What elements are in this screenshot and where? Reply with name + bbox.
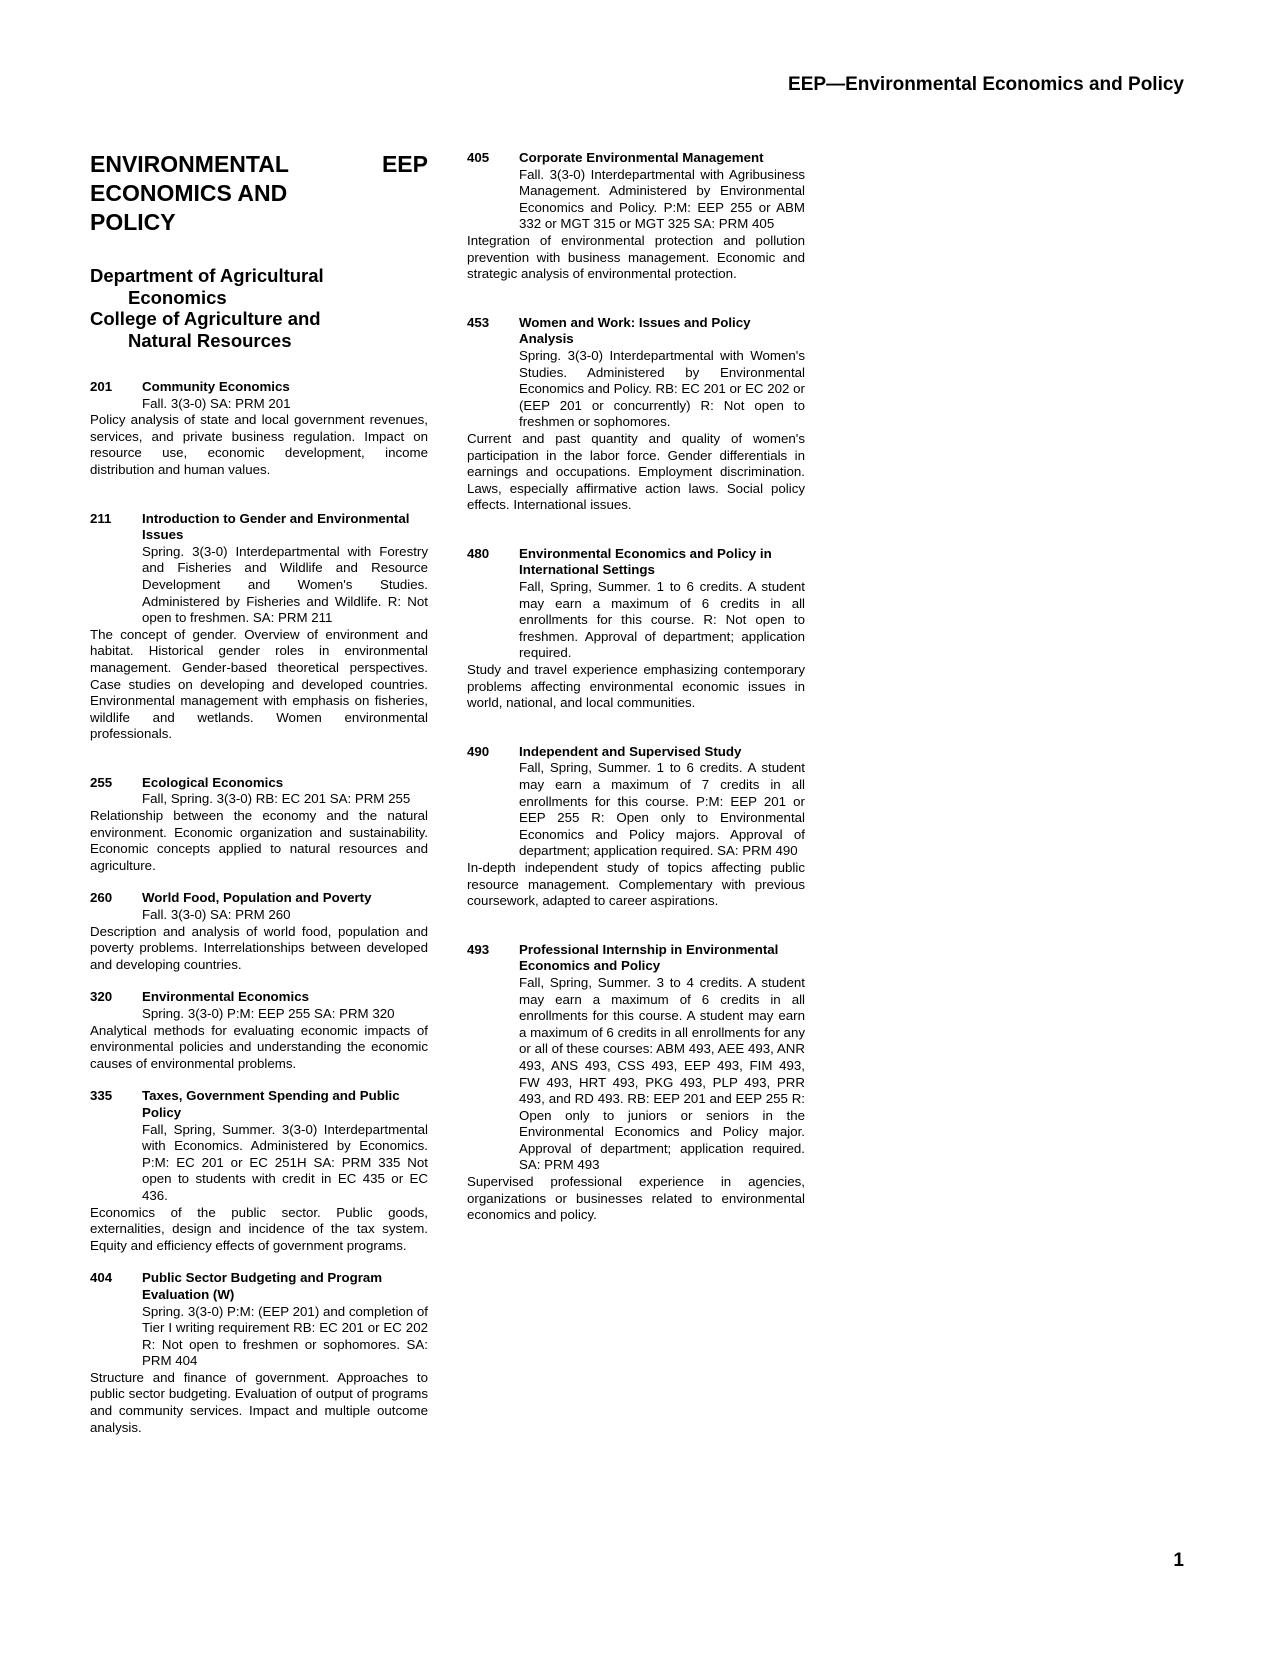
course-description: Description and analysis of world food, population and poverty problems. Interrelationships between developed and developing countries. [90, 923, 428, 972]
course-number: 480 [467, 545, 490, 561]
course-number: 405 [467, 150, 490, 165]
course-description: Study and travel experience emphasizing contemporary problems affecting environmental economic issues in world, national, and local communities. [467, 662, 805, 711]
course-number: 493 [467, 941, 490, 957]
section-heading [90, 150, 428, 237]
course-title: World Food, Population and Poverty [142, 890, 372, 906]
course-description: Relationship between the economy and the natural environment. Economic organization and sustainability. Economic concepts applied to natural resources and agriculture. [90, 808, 428, 873]
course-title: Women and Work: Issues and Policy Analysis [519, 314, 751, 347]
course-entry-453 [467, 315, 805, 514]
course-number: 260 [90, 890, 113, 906]
course-title: Community Economics [142, 379, 290, 394]
course-description: Analytical methods for evaluating economic impacts of environmental policies and understanding the economic causes of environmental problems. [90, 1022, 428, 1071]
course-entry-255 [90, 775, 428, 875]
course-entry-335 [90, 1088, 428, 1254]
course-description: Supervised professional experience in agencies, organizations or businesses related to environmental economics and policy. [467, 1174, 805, 1223]
course-number: 404 [90, 1270, 113, 1286]
course-entry-480 [467, 546, 805, 712]
course-meta: Fall, Spring, Summer. 3 to 4 credits. A student may earn a maximum of 6 credits in all enrollments for this course. A student may earn a maximum of 6 credits in all enrollments for any or all of these courses: ABM 493, AEE 493, ANR 493, ANS 493, CSS 493, EEP 493, FIM 493, FW 493, HRT 493, PKG 493, PLP 493, PRR 493, and RD 493. RB: EEP 201 and EEP 255 R: Open only to juniors or seniors in the Environmental Economics and Policy major. Approval of department; application required. SA: PRM 493 [519, 974, 805, 1173]
course-entry-493 [467, 942, 805, 1224]
course-number: 490 [467, 743, 490, 759]
section-title: ENVIRONMENTAL ECONOMICS AND POLICY [90, 151, 289, 235]
left-column [90, 150, 428, 1436]
section-code: EEP [381, 151, 428, 177]
course-entry-211 [90, 511, 428, 743]
course-title: Public Sector Budgeting and Program Evaluation (W) [142, 1270, 383, 1302]
course-entry-201 [90, 379, 428, 479]
course-meta: Fall, Spring. 3(3-0) RB: EC 201 SA: PRM 255 [142, 791, 411, 807]
course-number: 211 [90, 510, 112, 526]
course-description: Current and past quantity and quality of women's participation in the labor force. Gender differentials in earnings and occupations. Employment discrimination. Laws, especially affirmative action laws. Social policy effects. International issues. [467, 430, 805, 513]
course-entry-260 [90, 890, 428, 973]
course-number: 320 [90, 989, 113, 1005]
course-title: Corporate Environmental Management [519, 150, 764, 165]
course-number: 453 [467, 314, 490, 330]
course-entry-405 [467, 150, 805, 283]
college-name [90, 308, 428, 351]
course-meta: Fall, Spring, Summer. 3(3-0) Interdepartmental with Economics. Administered by Economics. P:M: EC 201 or EC 251H SA: PRM 335 Not open to students with credit in EC 435 or EC 436. [142, 1121, 428, 1203]
course-title: Taxes, Government Spending and Public Policy [142, 1088, 400, 1120]
course-entry-490 [467, 744, 805, 910]
course-number: 335 [90, 1088, 113, 1104]
college-line-1: College of Agriculture and [90, 308, 321, 329]
course-title: Environmental Economics [142, 989, 309, 1005]
course-meta: Spring. 3(3-0) Interdepartmental with Women's Studies. Administered by Environmental Economics and Policy. RB: EC 201 or EC 202 or (EEP 201 or concurrently) R: Not open to freshmen or sophomores. [519, 347, 805, 430]
course-description: In-depth independent study of topics affecting public resource management. Complementary with previous coursework, adapted to career aspirations. [467, 859, 805, 909]
course-description: Economics of the public sector. Public goods, externalities, design and incidence of the tax system. Equity and efficiency effects of government programs. [90, 1204, 428, 1253]
course-title: Introduction to Gender and Environmental Issues [142, 510, 410, 543]
course-meta: Spring. 3(3-0) Interdepartmental with Forestry and Fisheries and Wildlife and Resource Development and Women's Studies. Administered by Fisheries and Wildlife. R: Not open to freshmen. SA: PRM 211 [142, 543, 428, 626]
course-description: Integration of environmental protection and pollution prevention with business management. Economic and strategic analysis of environmental protection. [467, 232, 805, 282]
course-description: Structure and finance of government. Approaches to public sector budgeting. Evaluation of output of programs and community services. Impact and multiple outcome analysis. [90, 1369, 428, 1435]
course-number: 201 [90, 379, 113, 394]
department-name [90, 265, 428, 308]
course-meta: Fall, Spring, Summer. 1 to 6 credits. A student may earn a maximum of 6 credits in all enrollments for this course. R: Not open to freshmen. Approval of department; application required. [519, 579, 805, 661]
running-header: EEP—Environmental Economics and Policy [788, 74, 1184, 95]
course-meta: Spring. 3(3-0) P:M: EEP 255 SA: PRM 320 [142, 1006, 395, 1021]
department-block [90, 265, 428, 351]
department-line-2: Economics [128, 286, 227, 308]
course-title: Independent and Supervised Study [519, 743, 742, 759]
course-meta: Spring. 3(3-0) P:M: (EEP 201) and completion of Tier I writing requirement RB: EC 201 or EC 202 R: Not open to freshmen or sophomores. SA: PRM 404 [142, 1303, 428, 1369]
course-meta: Fall. 3(3-0) SA: PRM 260 [142, 907, 291, 923]
page-number: 1 [1173, 1550, 1184, 1571]
course-title: Environmental Economics and Policy in International Settings [519, 545, 772, 578]
course-meta: Fall. 3(3-0) SA: PRM 201 [142, 395, 291, 411]
course-entry-320 [90, 989, 428, 1072]
course-meta: Fall, Spring, Summer. 1 to 6 credits. A student may earn a maximum of 7 credits in all enrollments for this course. P:M: EEP 201 or EEP 255 R: Open only to Environmental Economics and Policy majors. Approval of department; application required. SA: PRM 490 [519, 760, 805, 859]
department-line-1: Department of Agricultural [90, 265, 324, 286]
course-number: 255 [90, 774, 113, 790]
college-line-2: Natural Resources [128, 329, 292, 351]
course-description: Policy analysis of state and local government revenues, services, and private business regulation. Impact on resource use, economic development, income distribution and human values. [90, 412, 428, 477]
course-meta: Fall. 3(3-0) Interdepartmental with Agribusiness Management. Administered by Environmental Economics and Policy. P:M: EEP 255 or ABM 332 or MGT 315 or MGT 325 SA: PRM 405 [519, 166, 805, 232]
course-entry-404 [90, 1270, 428, 1436]
right-column [467, 150, 805, 1224]
course-title: Ecological Economics [142, 774, 284, 790]
course-description: The concept of gender. Overview of environment and habitat. Historical gender roles in environmental management. Gender-based theoretical perspectives. Case studies on developing and developed countries. Environmental management with emphasis on fisheries, wildlife and wetlands. Women environmental professionals. [90, 626, 428, 742]
course-title: Professional Internship in Environmental Economics and Policy [519, 941, 779, 974]
